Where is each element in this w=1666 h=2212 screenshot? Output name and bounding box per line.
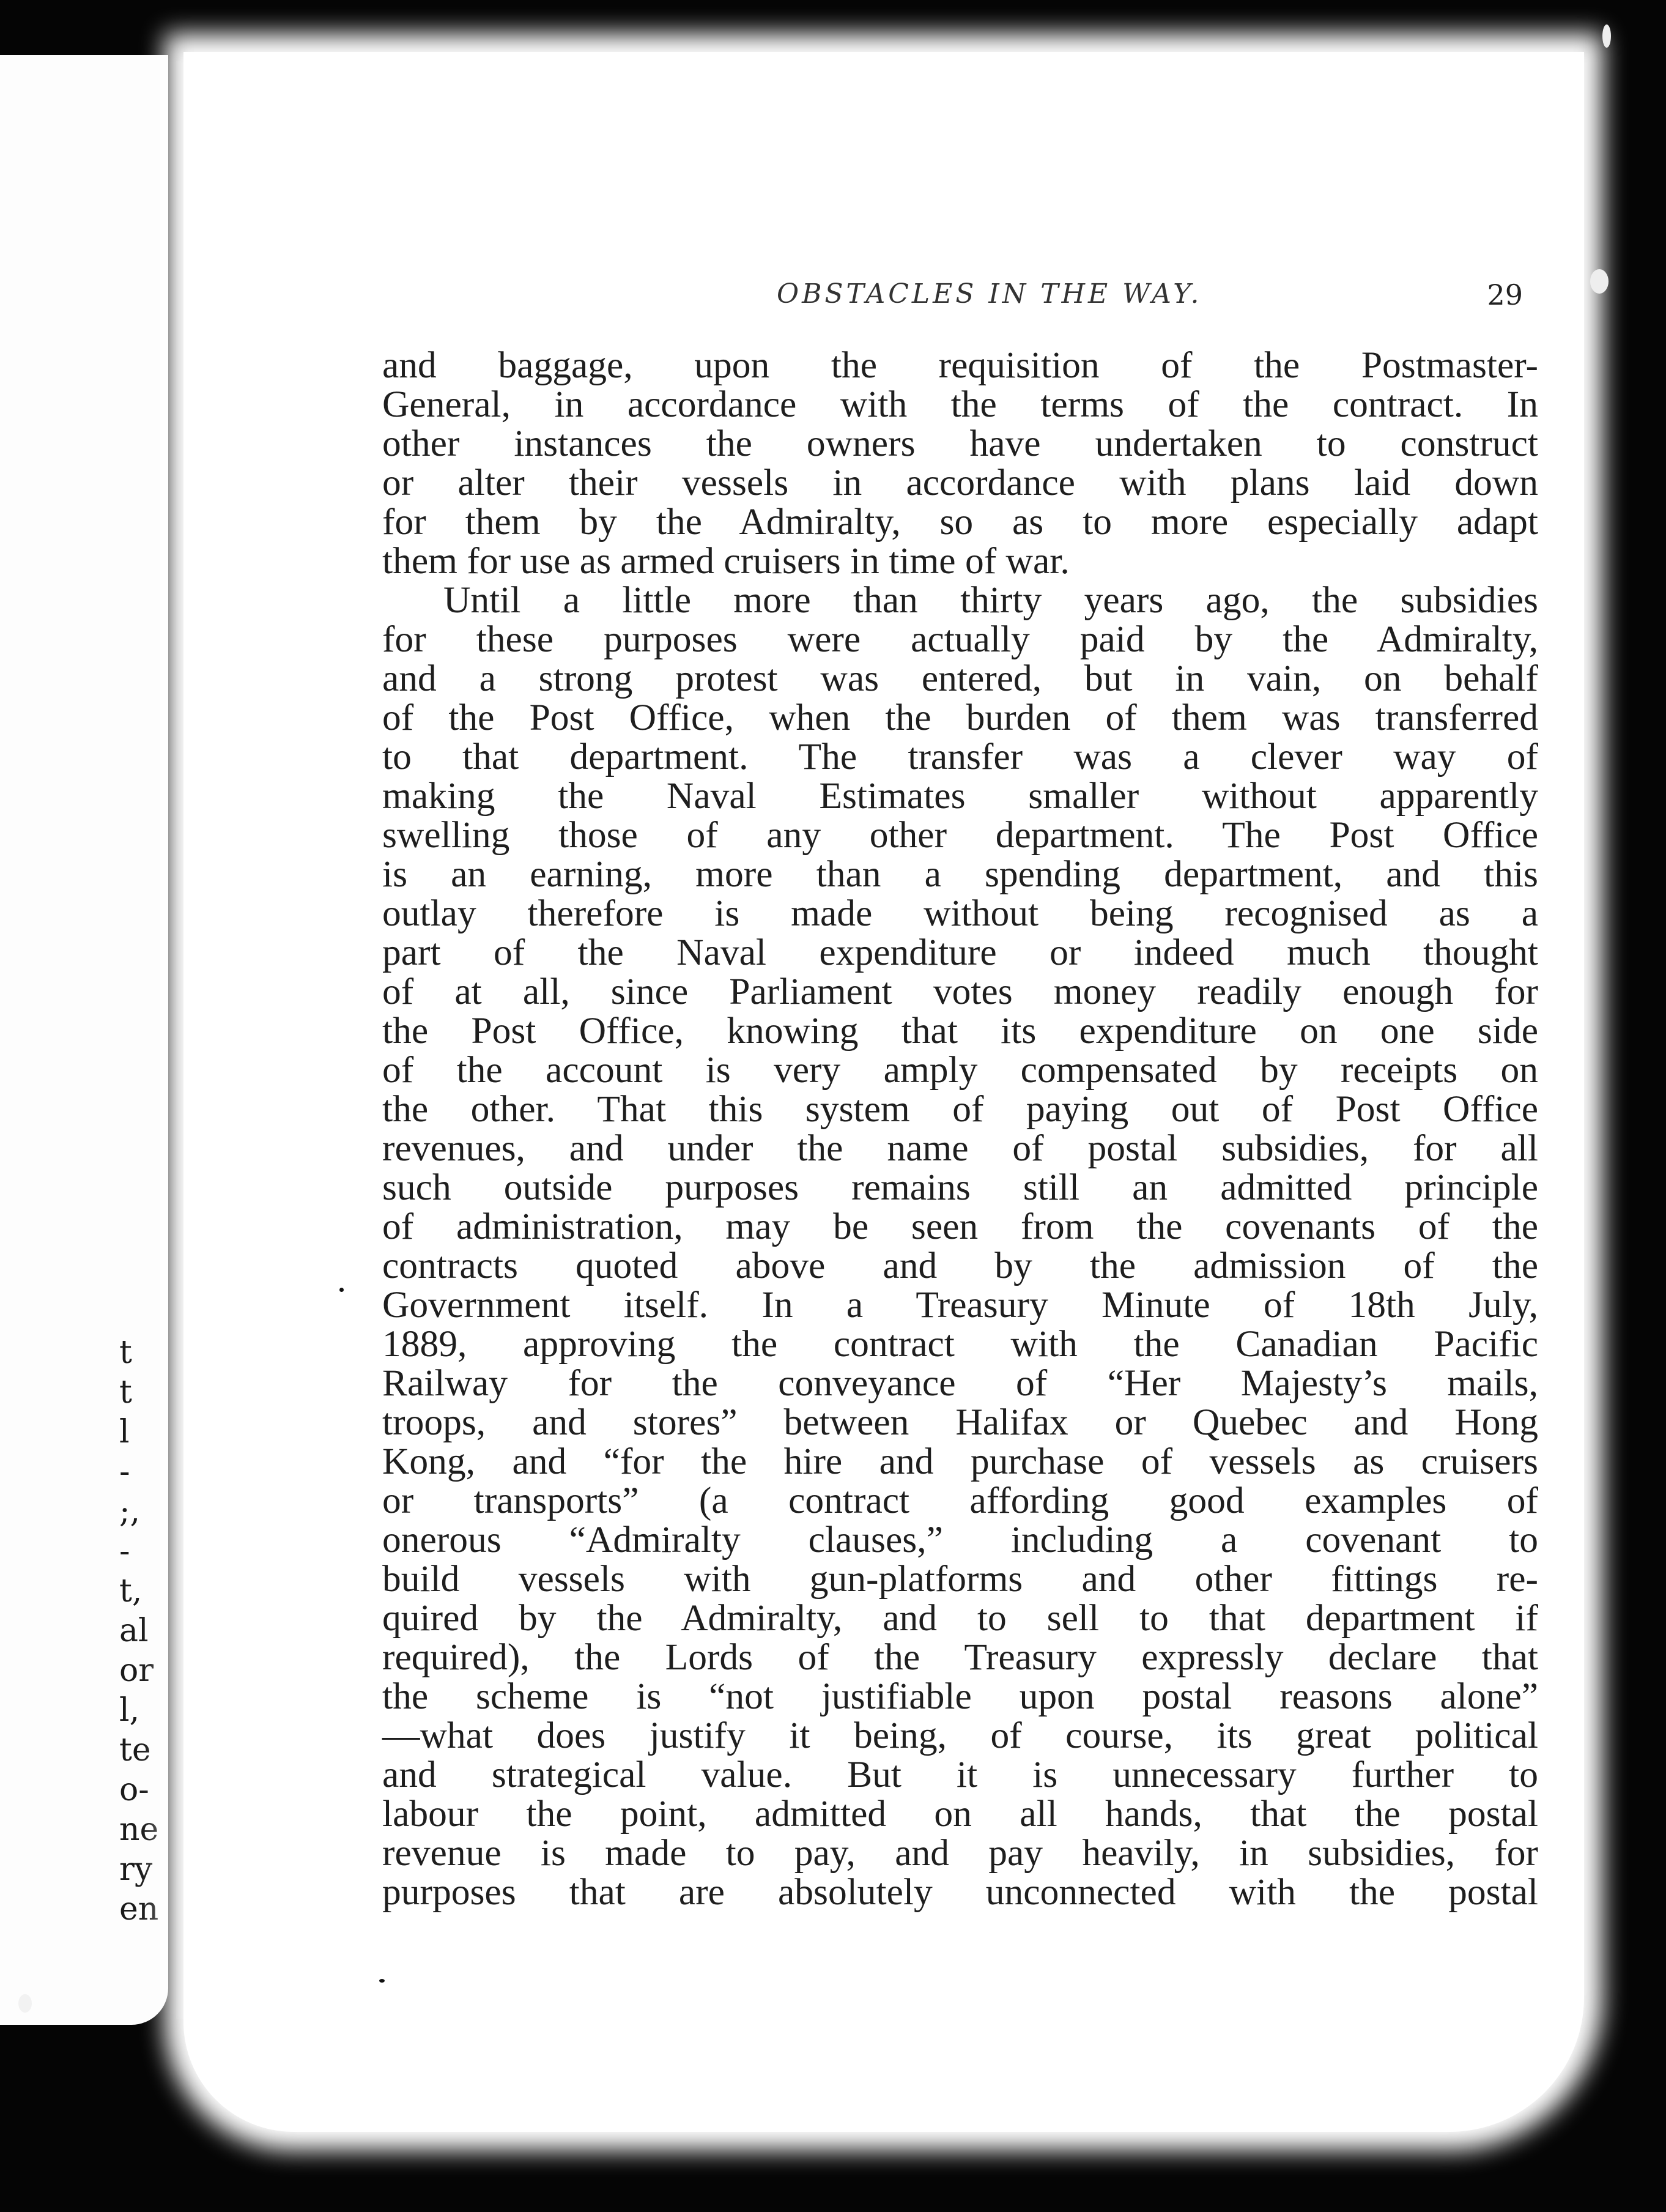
text-line: the other. That this system of paying out of Post Office [382, 1088, 1538, 1130]
text-line: required), the Lords of the Treasury expressly declare that [382, 1636, 1538, 1678]
facing-page-text: t [119, 1374, 132, 1411]
facing-page-text: - [119, 1533, 130, 1570]
text-line: onerous “Admiralty clauses,” including a covenant to [382, 1519, 1538, 1561]
text-line: to that department. The transfer was a clever way of [382, 736, 1538, 778]
text-line: and strategical value. But it is unnecessary further to [382, 1754, 1538, 1795]
text-line: build vessels with gun-platforms and other fittings re- [382, 1558, 1538, 1600]
scan-dust [18, 1994, 32, 2013]
text-line: labour the point, admitted on all hands, that the postal [382, 1793, 1538, 1835]
text-line: of at all, since Parliament votes money readily enough for [382, 971, 1538, 1012]
book-page [183, 52, 1584, 2132]
facing-page-text: al [119, 1613, 149, 1649]
text-line: the Post Office, knowing that its expenditure on one side [382, 1010, 1538, 1052]
scan-dust [379, 1979, 385, 1983]
text-line: —what does justify it being, of course, its great political [382, 1715, 1538, 1756]
running-title: OBSTACLES IN THE WAY. [777, 278, 1202, 310]
text-line: purposes that are absolutely unconnected with the postal [382, 1871, 1538, 1913]
binding-gutter [176, 61, 181, 2019]
facing-page-text: t, [119, 1573, 143, 1609]
facing-page-text: l, [119, 1692, 140, 1729]
body-text [382, 346, 1538, 1912]
facing-page-text: te [119, 1732, 151, 1768]
text-line: or alter their vessels in accordance with plans laid down [382, 462, 1538, 503]
facing-page-text: o- [119, 1772, 149, 1808]
text-line: revenue is made to pay, and pay heavily, in subsidies, for [382, 1832, 1538, 1874]
text-line: Government itself. In a Treasury Minute of 18th July, [382, 1284, 1538, 1326]
facing-page-text: ry [119, 1851, 153, 1888]
text-line: of the Post Office, when the burden of them was transferred [382, 697, 1538, 738]
facing-page-text: - [119, 1453, 130, 1490]
text-line: and a strong protest was entered, but in vain, on behalf [382, 658, 1538, 699]
text-line: Until a little more than thirty years ago, the subsidies [443, 579, 1538, 621]
facing-page-fragment [0, 55, 168, 2025]
facing-page-text: t [119, 1334, 132, 1371]
text-line: the scheme is “not justifiable upon postal reasons alone” [382, 1676, 1538, 1717]
text-line: Kong, and “for the hire and purchase of vessels as cruisers [382, 1441, 1538, 1482]
text-line: quired by the Admiralty, and to sell to that department if [382, 1597, 1538, 1639]
facing-page-text: l [119, 1414, 130, 1450]
facing-page-text: en [119, 1891, 159, 1928]
text-line: of the account is very amply compensated by receipts on [382, 1049, 1538, 1091]
text-line: outlay therefore is made without being recognised as a [382, 893, 1538, 934]
text-line: part of the Naval expenditure or indeed much thought [382, 932, 1538, 973]
text-line: swelling those of any other department. The Post Office [382, 814, 1538, 856]
text-line: revenues, and under the name of postal subsidies, for all [382, 1127, 1538, 1169]
text-line: other instances the owners have undertaken to construct [382, 423, 1538, 464]
text-line: 1889, approving the contract with the Canadian Pacific [382, 1323, 1538, 1365]
text-line: for them by the Admiralty, so as to more especially adapt [382, 501, 1538, 543]
running-head [777, 278, 1523, 315]
facing-page-text: or [119, 1652, 154, 1689]
facing-page-text: ;, [119, 1493, 141, 1530]
text-line: for these purposes were actually paid by the Admiralty, [382, 618, 1538, 660]
text-line: Railway for the conveyance of “Her Majesty’s mails, [382, 1362, 1538, 1404]
text-line: of administration, may be seen from the covenants of the [382, 1206, 1538, 1247]
text-line: and baggage, upon the requisition of the Postmaster- [382, 344, 1538, 386]
text-line: General, in accordance with the terms of the contract. In [382, 384, 1538, 425]
text-line: contracts quoted above and by the admission of the [382, 1245, 1538, 1286]
scan-dust [1590, 269, 1609, 294]
scan-dust [339, 1288, 344, 1292]
text-line: or transports” (a contract affording good examples of [382, 1480, 1538, 1521]
facing-page-text: ne [119, 1811, 159, 1848]
text-line: making the Naval Estimates smaller without apparently [382, 775, 1538, 817]
text-line: troops, and stores” between Halifax or Quebec and Hong [382, 1401, 1538, 1443]
text-line: is an earning, more than a spending department, and this [382, 853, 1538, 895]
page-number: 29 [1487, 278, 1523, 311]
text-line: them for use as armed cruisers in time of war. [382, 540, 1070, 582]
scan-dust [1602, 24, 1611, 48]
text-line: such outside purposes remains still an admitted principle [382, 1167, 1538, 1208]
